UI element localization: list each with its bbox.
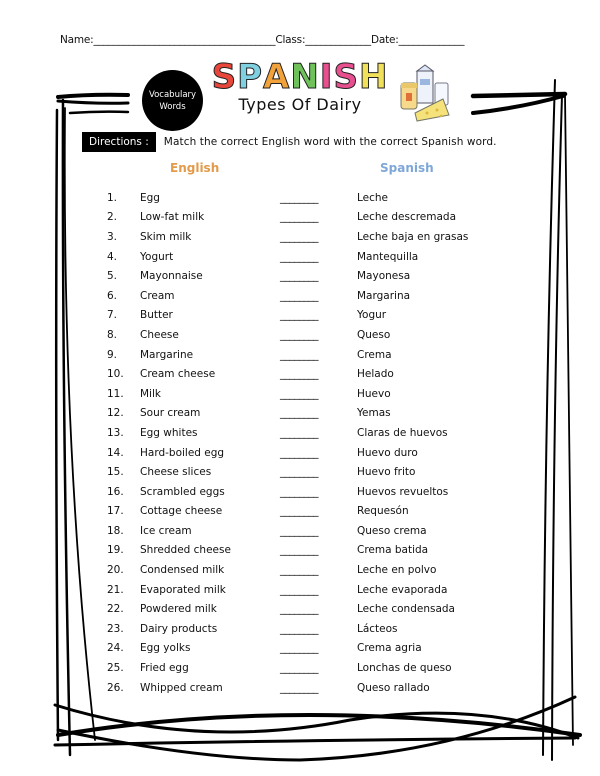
spanish-word: Huevo duro	[357, 446, 418, 459]
answer-blank[interactable]: ________	[280, 407, 318, 420]
class-field[interactable]: _____________	[305, 34, 371, 46]
english-word: Egg yolks	[140, 642, 191, 655]
spanish-word: Helado	[357, 368, 394, 381]
answer-blank[interactable]: ________	[280, 524, 318, 537]
spanish-column-header: Spanish	[380, 161, 434, 175]
item-number: 8.	[107, 328, 118, 341]
spanish-word: Yogur	[357, 309, 387, 322]
badge-line1: Vocabulary	[148, 89, 197, 100]
date-label: Date:	[370, 34, 399, 46]
english-word: Hard-boiled egg	[140, 446, 225, 459]
list-item	[107, 266, 507, 286]
english-word: Margarine	[140, 348, 194, 361]
answer-blank[interactable]: ________	[280, 250, 318, 263]
directions-text: Match the correct English word with the correct Spanish word.	[163, 136, 497, 148]
item-number: 5.	[107, 270, 118, 283]
english-word: Shredded cheese	[140, 544, 231, 557]
list-item	[107, 639, 507, 659]
english-word: Mayonnaise	[140, 270, 203, 283]
item-number: 17.	[107, 505, 124, 518]
spanish-word: Lácteos	[357, 622, 398, 635]
list-item	[107, 306, 507, 326]
list-item	[107, 227, 507, 247]
answer-blank[interactable]: ________	[280, 426, 318, 439]
item-number: 19.	[107, 544, 124, 557]
answer-blank[interactable]: ________	[280, 348, 318, 361]
english-word: Egg whites	[140, 426, 198, 439]
answer-blank[interactable]: ________	[280, 505, 318, 518]
list-item	[107, 658, 507, 678]
english-word: Skim milk	[140, 230, 192, 243]
list-item	[107, 384, 507, 404]
answer-blank[interactable]: ________	[280, 603, 318, 616]
item-number: 26.	[107, 681, 124, 694]
spanish-word: Huevo frito	[357, 466, 416, 479]
title-letter: S	[211, 57, 238, 97]
english-word: Fried egg	[140, 662, 189, 675]
directions	[82, 132, 497, 152]
item-number: 4.	[107, 250, 118, 263]
list-item	[107, 521, 507, 541]
english-word: Cheese	[140, 328, 179, 341]
spanish-word: Mantequilla	[357, 250, 419, 263]
spanish-word: Leche evaporada	[357, 583, 448, 596]
answer-blank[interactable]: ________	[280, 270, 318, 283]
list-item	[107, 443, 507, 463]
list-item	[107, 325, 507, 345]
date-field[interactable]: _____________	[398, 34, 465, 46]
english-word: Cream	[140, 289, 175, 302]
spanish-word: Queso rallado	[357, 681, 430, 694]
title-subtitle: Types Of Dairy	[238, 95, 362, 114]
spanish-word: Crema	[357, 348, 392, 361]
badge-line2: Words	[159, 101, 186, 112]
item-number: 21.	[107, 583, 124, 596]
item-number: 25.	[107, 662, 124, 675]
english-word: Condensed milk	[140, 564, 225, 577]
spanish-word: Requesón	[357, 505, 409, 518]
item-number: 13.	[107, 426, 124, 439]
english-word: Yogurt	[140, 250, 174, 263]
spanish-word: Leche baja en grasas	[357, 230, 469, 243]
spanish-word: Yemas	[357, 407, 391, 420]
item-number: 7.	[107, 309, 118, 322]
class-label: Class:	[275, 34, 306, 46]
item-number: 3.	[107, 230, 118, 243]
item-number: 12.	[107, 407, 124, 420]
spanish-word: Queso	[357, 328, 391, 341]
answer-blank[interactable]: ________	[280, 564, 318, 577]
title-letter: S	[333, 57, 359, 97]
title-letter: P	[237, 57, 263, 97]
english-word: Whipped cream	[140, 681, 223, 694]
title-letter: N	[290, 57, 320, 97]
list-item	[107, 541, 507, 561]
answer-blank[interactable]: ________	[280, 309, 318, 322]
item-number: 9.	[107, 348, 118, 361]
list-item	[107, 502, 507, 522]
answer-blank[interactable]: ________	[280, 328, 318, 341]
answer-blank[interactable]: ________	[280, 387, 318, 400]
item-number: 18.	[107, 524, 124, 537]
answer-blank[interactable]: ________	[280, 642, 318, 655]
english-word: Milk	[140, 387, 161, 400]
dairy-products-icon	[395, 63, 455, 123]
list-item	[107, 404, 507, 424]
answer-blank[interactable]: ________	[280, 583, 318, 596]
title-spanish	[210, 58, 390, 96]
item-number: 11.	[107, 387, 124, 400]
answer-blank[interactable]: ________	[280, 446, 318, 459]
item-number: 1.	[107, 191, 118, 204]
item-number: 6.	[107, 289, 118, 302]
answer-blank[interactable]: ________	[280, 662, 318, 675]
directions-label: Directions :	[82, 132, 156, 152]
spanish-word: Leche en polvo	[357, 564, 437, 577]
answer-blank[interactable]: ________	[280, 466, 318, 479]
spanish-word: Lonchas de queso	[357, 662, 452, 675]
spanish-word: Crema batida	[357, 544, 429, 557]
list-item	[107, 580, 507, 600]
title-letter: I	[319, 57, 334, 97]
english-column-header: English	[170, 161, 220, 175]
spanish-word: Leche	[357, 191, 389, 204]
item-number: 22.	[107, 603, 124, 616]
item-number: 15.	[107, 466, 124, 479]
list-item	[107, 188, 507, 208]
worksheet-title	[210, 58, 390, 114]
spanish-word: Claras de huevos	[357, 426, 448, 439]
english-word: Butter	[140, 309, 173, 322]
spanish-word: Crema agria	[357, 642, 422, 655]
list-item	[107, 678, 507, 698]
name-label: Name:	[60, 34, 94, 46]
spanish-word: Queso crema	[357, 524, 427, 537]
list-item	[107, 599, 507, 619]
answer-blank[interactable]: ________	[280, 289, 318, 302]
item-number: 10.	[107, 368, 124, 381]
vocabulary-words-badge	[142, 70, 203, 131]
spanish-word: Huevo	[357, 387, 391, 400]
item-number: 23.	[107, 622, 124, 635]
list-item	[107, 286, 507, 306]
item-number: 24.	[107, 642, 124, 655]
title-letter: H	[358, 57, 389, 97]
english-word: Sour cream	[140, 407, 201, 420]
list-item	[107, 560, 507, 580]
answer-blank[interactable]: ________	[280, 191, 318, 204]
list-item	[107, 345, 507, 365]
english-word: Cream cheese	[140, 368, 216, 381]
answer-blank[interactable]: ________	[280, 230, 318, 243]
english-word: Low-fat milk	[140, 211, 205, 224]
spanish-word: Leche condensada	[357, 603, 455, 616]
english-word: Powdered milk	[140, 603, 217, 616]
spanish-word: Huevos revueltos	[357, 485, 449, 498]
item-number: 20.	[107, 564, 124, 577]
item-number: 14.	[107, 446, 124, 459]
english-word: Ice cream	[140, 524, 192, 537]
list-item	[107, 208, 507, 228]
answer-blank[interactable]: ________	[280, 485, 318, 498]
answer-blank[interactable]: ________	[280, 211, 318, 224]
english-word: Evaporated milk	[140, 583, 226, 596]
list-item	[107, 364, 507, 384]
vocabulary-list	[107, 188, 507, 697]
answer-blank[interactable]: ________	[280, 544, 318, 557]
english-word: Dairy products	[140, 622, 218, 635]
list-item	[107, 462, 507, 482]
item-number: 16.	[107, 485, 124, 498]
list-item	[107, 619, 507, 639]
list-item	[107, 423, 507, 443]
english-word: Egg	[140, 191, 160, 204]
english-word: Scrambled eggs	[140, 485, 225, 498]
list-item	[107, 247, 507, 267]
spanish-word: Mayonesa	[357, 270, 411, 283]
english-word: Cottage cheese	[140, 505, 223, 518]
name-field[interactable]: ____________________________________	[93, 34, 276, 46]
title-letter: A	[263, 57, 291, 97]
list-item	[107, 482, 507, 502]
answer-blank[interactable]: ________	[280, 368, 318, 381]
student-info-line	[60, 34, 550, 46]
answer-blank[interactable]: ________	[280, 622, 318, 635]
spanish-word: Margarina	[357, 289, 411, 302]
english-word: Cheese slices	[140, 466, 212, 479]
spanish-word: Leche descremada	[357, 211, 457, 224]
item-number: 2.	[107, 211, 118, 224]
answer-blank[interactable]: ________	[280, 681, 318, 694]
